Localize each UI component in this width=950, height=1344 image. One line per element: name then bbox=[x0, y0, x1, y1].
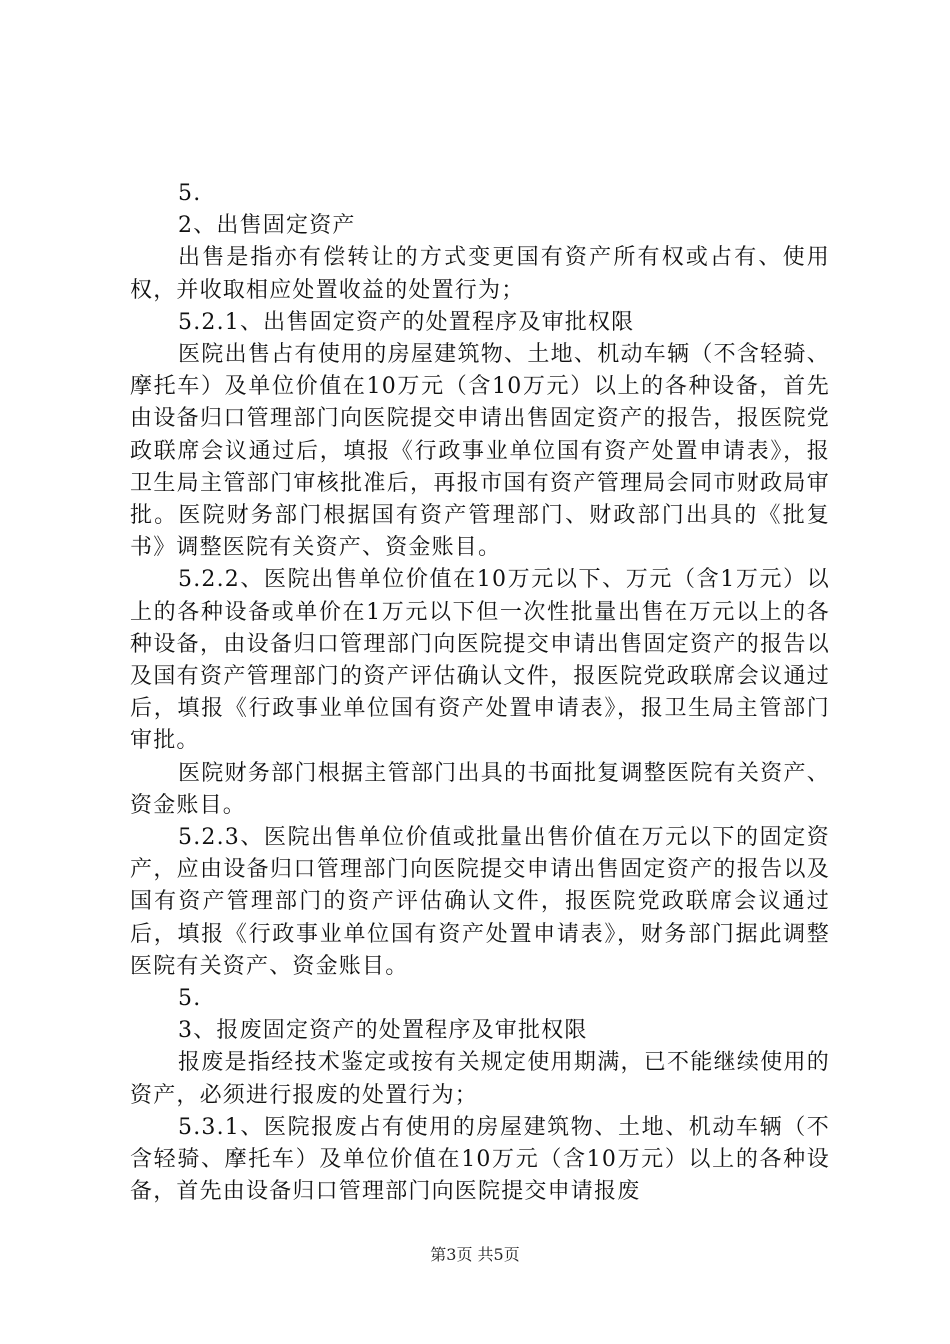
paragraph-finance-adjustment: 医院财务部门根据主管部门出具的书面批复调整医院有关资产、资金账目。 bbox=[130, 760, 830, 818]
paragraph-5-2-1-body: 医院出售占有使用的房屋建筑物、土地、机动车辆（不含轻骑、摩托车）及单位价值在10万元（含10万元）以上的各种设备，首先由设备归口管理部门向医院提交申请出售固定资产的报告，报医院党政联席会议通过后，填报《行政事业单位国有资产处置申请表》，报卫生局主管部门审核批准后，再报市国有资产管理局会同市财政局审批。医院财务部门根据国有资产管理部门、财政部门出具的《批复书》调整医院有关资产、资金账目。 bbox=[130, 342, 830, 561]
paragraph-5-2-3: 5.2.3、医院出售单位价值或批量出售价值在万元以下的固定资产，应由设备归口管理部门向医院提交申请出售固定资产的报告以及国有资产管理部门的资产评估确认文件，报医院党政联席会议通过后，填报《行政事业单位国有资产处置申请表》，财务部门据此调整医院有关资产、资金账目。 bbox=[130, 825, 830, 979]
paragraph-sell-definition: 出售是指亦有偿转让的方式变更国有资产所有权或占有、使用权，并收取相应处置收益的处置行为； bbox=[130, 245, 830, 303]
heading-scrap-fixed-assets: 3、报废固定资产的处置程序及审批权限 bbox=[178, 1018, 588, 1044]
page-footer bbox=[0, 1245, 950, 1265]
document-body bbox=[130, 178, 830, 1209]
page-number-label: 第3页 共5页 bbox=[430, 1245, 520, 1264]
paragraph-scrap-definition: 报废是指经技术鉴定或按有关规定使用期满，已不能继续使用的资产，必须进行报废的处置行为； bbox=[130, 1050, 830, 1108]
paragraph-section-number: 5. bbox=[178, 181, 202, 206]
paragraph-section-number-2: 5. bbox=[178, 986, 202, 1012]
paragraph-5-2-2: 5.2.2、医院出售单位价值在10万元以下、万元（含1万元）以上的各种设备或单价在1万元以下但一次性批量出售在万元以上的各种设备，由设备归口管理部门向医院提交申请出售固定资产的报告以及国有资产管理部门的资产评估确认文件，报医院党政联席会议通过后，填报《行政事业单位国有资产处置申请表》，报卫生局主管部门审批。 bbox=[130, 567, 830, 754]
heading-sell-fixed-assets: 2、出售固定资产 bbox=[178, 213, 356, 239]
heading-5-2-1: 5.2.1、出售固定资产的处置程序及审批权限 bbox=[178, 309, 635, 335]
paragraph-5-3-1: 5.3.1、医院报废占有使用的房屋建筑物、土地、机动车辆（不含轻骑、摩托车）及单位价值在10万元（含10万元）以上的各种设备，首先由设备归口管理部门向医院提交申请报废 bbox=[130, 1114, 830, 1205]
